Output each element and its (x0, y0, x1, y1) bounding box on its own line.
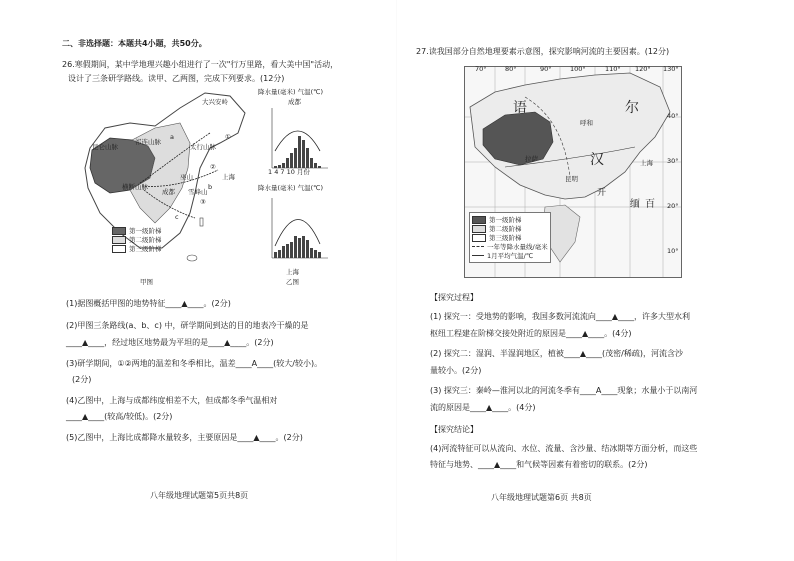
lat-30: 30° (667, 157, 679, 165)
legend-r-step1: 第一级阶梯 (472, 215, 548, 224)
chengdu-header: 降水量(毫米) 气温(℃) (258, 88, 324, 96)
section-header: 二、非选择题：本题共4小题，共50分。 (62, 39, 207, 48)
lon-120: 120° (635, 65, 651, 73)
map-legend (112, 226, 162, 253)
place-shanghai-r: 上海 (640, 159, 653, 167)
legend-r-step2: 第二级阶梯 (472, 224, 548, 233)
right-page (396, 0, 794, 561)
place-taihang: 太行山脉 (190, 143, 216, 151)
q27-title: 27.读我国部分自然地理要素示意图，探究影响河流的主要因素。(12分) (416, 47, 670, 56)
big-char-3: 汉 (590, 152, 604, 168)
marker-a: a (170, 133, 174, 141)
physical-legend (469, 212, 551, 263)
left-page (0, 0, 396, 561)
hainan-island (187, 255, 197, 261)
marker-3: ③ (200, 198, 206, 206)
place-xuefengshan: 雪峰山 (188, 188, 208, 196)
place-huhe: 呼和 (580, 119, 593, 127)
p3a: (3) 探究三：秦岭—淮河以北的河流冬季有____A____现象；水量小于以南河 (430, 386, 698, 395)
q26-sub2a: (2)甲图三条路线(a、b、c) 中，研学期间到达的目的地表冷干燥的是 (66, 321, 309, 330)
legend-r-precip: 一年等降水量线/毫米 (472, 242, 548, 251)
q26-sub3a: (3)研学期间，①②两地的温差和冬季相比，温差____A____(较大/较小)。 (66, 359, 323, 368)
q26-sub4a: (4)乙图中，上海与成都纬度相差不大，但成都冬季气温相对 (66, 396, 278, 405)
shanghai-label: 上海 (286, 268, 299, 276)
left-footer: 八年级地理试题第5页共8页 (150, 491, 249, 500)
c1b: 特征与地势、____▲____和气候等因素有着密切的联系。(2分) (430, 460, 648, 469)
lon-130: 130° (663, 65, 679, 73)
lat-20: 20° (667, 202, 679, 210)
place-shanghai: 上海 (222, 173, 235, 181)
p1b: 枢纽工程建在阶梯交接处附近的原因是____▲____。(4分) (430, 329, 632, 338)
legend-r-dash (472, 246, 484, 247)
q26-sub3b: (2分) (72, 375, 92, 384)
q26-intro-1: 26.寒假期间，某中学地理兴趣小组进行了一次"行万里路，看大美中国"活动， (62, 60, 339, 69)
big-char-4: 开 (597, 188, 607, 198)
legend-r-swatch-3 (472, 234, 486, 242)
marker-1: ① (225, 133, 231, 141)
q26-sub4b: ____▲____(较高/较低)。(2分) (66, 412, 173, 421)
q26-intro-2: 设计了三条研学路线。读甲、乙两图，完成下列要求。(12分) (68, 74, 285, 83)
marker-b: b (208, 183, 213, 191)
legend-r-step3: 第三级阶梯 (472, 233, 548, 242)
p2a: (2) 探究二：湿润、半湿润地区，植被____▲____(茂密/稀疏)，河流含沙 (430, 349, 683, 358)
big-char-5: 缅 (630, 199, 640, 210)
lon-100: 100° (570, 65, 586, 73)
process-header: 【探究过程】 (430, 293, 478, 302)
map-caption: 甲图 (140, 278, 153, 286)
place-chengdu: 成都 (162, 188, 175, 196)
lat-40: 40° (667, 112, 679, 120)
legend-step1: 第一级阶梯 (112, 226, 162, 235)
q26-sub1: (1)据图概括甲图的地势特征____▲____。(2分) (66, 299, 231, 308)
place-hengduan: 横断山脉 (122, 183, 148, 191)
shanghai-chart (258, 196, 333, 266)
month-label: 1 4 7 10 月份 (268, 168, 310, 176)
climate-caption: 乙图 (286, 278, 299, 286)
lon-70: 70° (475, 65, 487, 73)
marker-2: ② (210, 163, 216, 171)
china-physical-map (464, 66, 682, 278)
place-wushan: 巫山 (180, 173, 193, 181)
china-relief-map (70, 88, 260, 288)
big-char-6: 百 (645, 199, 655, 210)
lon-80: 80° (505, 65, 517, 73)
legend-r-swatch-1 (472, 216, 486, 224)
legend-step3: 第三级阶梯 (112, 244, 162, 253)
q26-sub5: (5)乙图中，上海比成都降水量较多，主要原因是____▲____。(2分) (66, 433, 303, 442)
place-kunlun: 昆仑山脉 (92, 143, 118, 151)
big-char-1: 语 (513, 100, 527, 116)
place-lasa: 拉萨 (525, 155, 538, 163)
right-footer: 八年级地理试题第6页 共8页 (491, 493, 592, 502)
legend-step2: 第二级阶梯 (112, 235, 162, 244)
lon-110: 110° (605, 65, 621, 73)
legend-swatch-2 (112, 236, 126, 244)
chengdu-chart (258, 106, 333, 176)
shanghai-header: 降水量(毫米) 气温(℃) (258, 184, 324, 192)
c1a: (4)河流特征可以从流向、水位、流量、含沙量、结冰期等方面分析，而这些 (430, 444, 698, 453)
legend-r-swatch-2 (472, 225, 486, 233)
climate-charts (258, 88, 333, 288)
p2b: 量较小。(2分) (430, 366, 482, 375)
place-qilian: 祁连山脉 (135, 138, 161, 146)
marker-c: c (175, 213, 179, 221)
legend-r-line (472, 255, 484, 256)
big-char-2: 尔 (625, 100, 639, 116)
lat-10: 10° (667, 247, 679, 255)
legend-r-temp: 1月平均气温/℃ (472, 251, 548, 260)
lon-90: 90° (540, 65, 552, 73)
place-daxinganling: 大兴安岭 (202, 98, 228, 106)
q26-sub2b: ____▲____，经过地区地势最为平坦的是____▲____。(2分) (66, 338, 274, 347)
conclusion-header: 【探究结论】 (430, 425, 478, 434)
taiwan-island (200, 218, 203, 226)
chengdu-label: 成都 (288, 98, 301, 106)
p1a: (1) 探究一：受地势的影响，我国多数河流流向____▲____，许多大型水利 (430, 312, 691, 321)
place-kunming: 昆明 (565, 175, 578, 183)
legend-swatch-3 (112, 245, 126, 253)
legend-swatch-1 (112, 227, 126, 235)
p3b: 流的原因是____▲____。(4分) (430, 403, 536, 412)
